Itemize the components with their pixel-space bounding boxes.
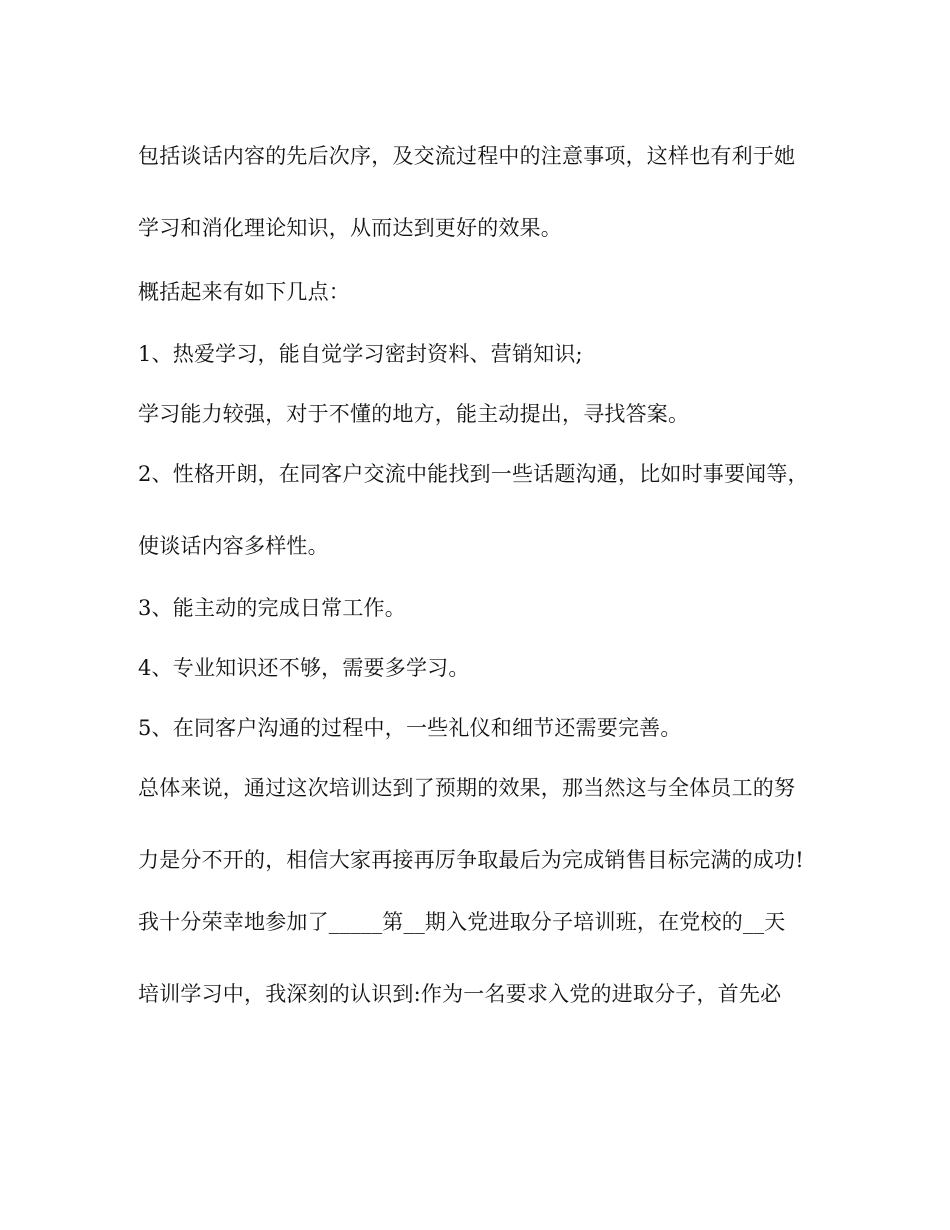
text-line-8: 3、能主动的完成日常工作。: [138, 596, 406, 620]
text-line-5: 学习能力较强，对于不懂的地方，能主动提出，寻找答案。: [138, 402, 690, 426]
text-line-11: 总体来说，通过这次培训达到了预期的效果，那当然这与全体员工的努: [138, 776, 796, 800]
text-line-10: 5、在同客户沟通的过程中，一些礼仪和细节还需要完善。: [138, 716, 682, 740]
text-line-14: 培训学习中，我深刻的认识到:作为一名要求入党的进取分子，首先必: [138, 982, 782, 1006]
text-line-3: 概括起来有如下几点：: [138, 280, 350, 304]
text-line-13: 我十分荣幸地参加了_____第__期入党进取分子培训班，在党校的__天: [138, 910, 786, 934]
text-line-9: 4、专业知识还不够，需要多学习。: [138, 656, 470, 680]
text-line-6: 2、性格开朗，在同客户交流中能找到一些话题沟通，比如时事要闻等，: [138, 462, 809, 486]
text-line-2: 学习和消化理论知识，从而达到更好的效果。: [138, 216, 562, 240]
text-line-4: 1、热爱学习，能自觉学习密封资料、营销知识;: [138, 342, 583, 366]
text-line-7: 使谈话内容多样性。: [138, 534, 329, 558]
text-line-1: 包括谈话内容的先后次序，及交流过程中的注意事项，这样也有利于她: [138, 144, 796, 168]
text-line-12: 力是分不开的，相信大家再接再厉争取最后为完成销售目标完满的成功!: [138, 848, 804, 872]
